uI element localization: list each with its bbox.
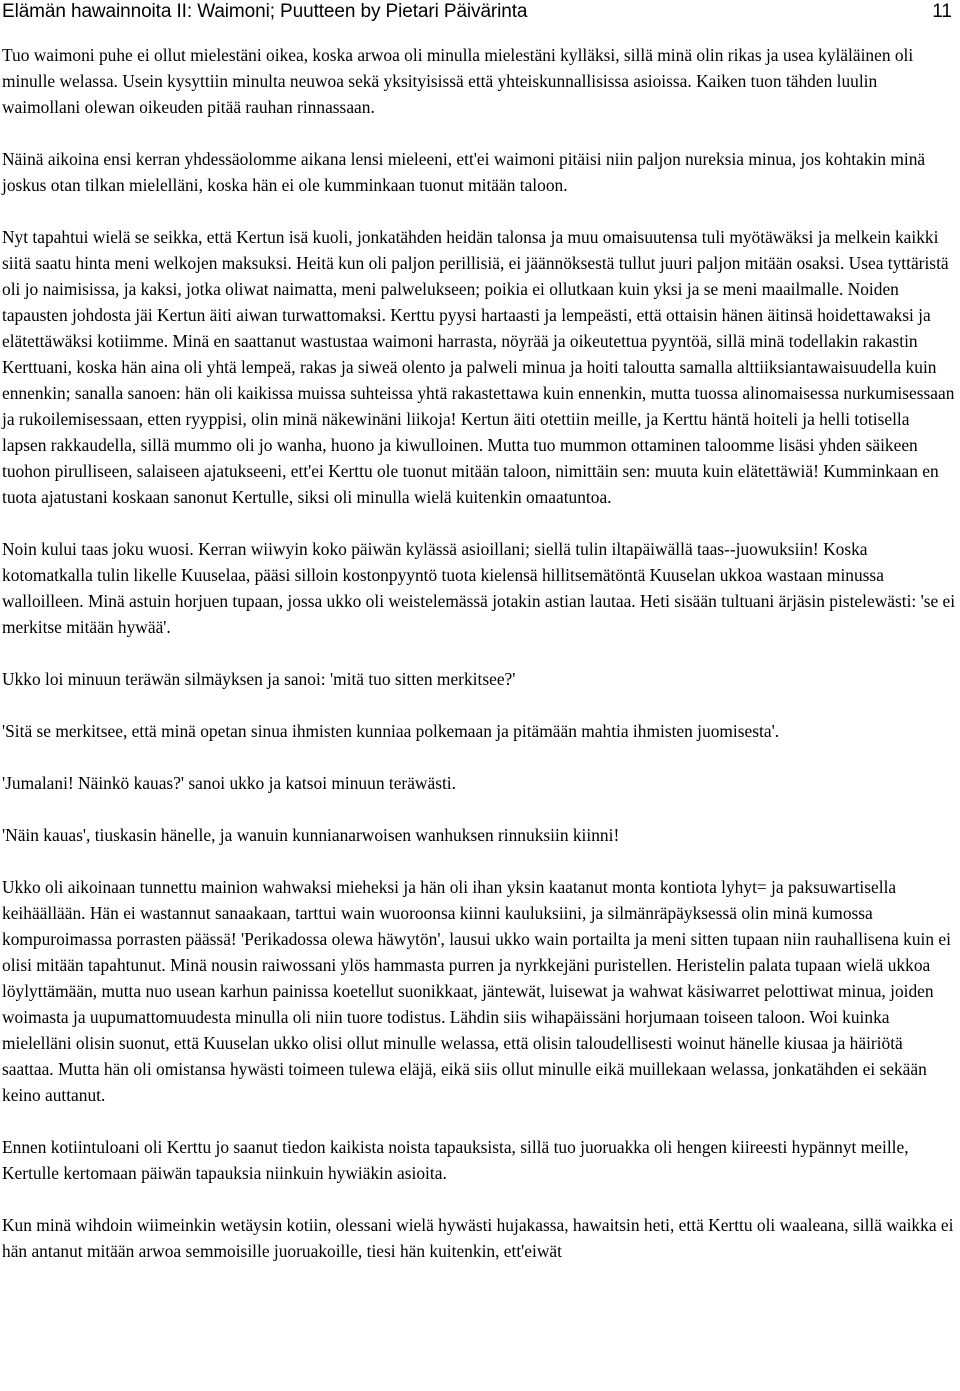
page-number: 11: [932, 1, 952, 22]
running-header: [2, 0, 954, 24]
paragraph: Kun minä wihdoin wiimeinkin wetäysin kotiin, olessani wielä hywästi hujakassa, hawaitsin heti, että Kerttu oli waaleana, sillä waikka ei hän antanut mitään arwoa semmoisille juoruakoille, tiesi hän kuitenkin, ett'eiwät: [2, 1215, 954, 1261]
paragraph: Näinä aikoina ensi kerran yhdessäolomme aikana lensi mieleeni, ett'ei waimoni pitäisi niin paljon nureksia minua, jos kohtakin minä joskus otan tilkan mielelläni, koska hän ei ole kumminkaan tuonut mitään taloon.: [2, 149, 926, 195]
paragraph: Nyt tapahtui wielä se seikka, että Kertun isä kuoli, jonkatähden heidän talonsa ja muu omaisuutensa tuli myötäwäksi ja melkein kaikki siitä saatu hinta meni welkojen maksuksi. Heitä kun oli paljon perillisiä, ei jäännöksestä tullut juuri paljon mitään osaksi. Usea tyttäristä oli jo naimisissa, ja kaksi, jotka oliwat naimatta, meni palwelukseen; poikia ei ollutkaan kuin yksi ja se meni maailmalle. Noiden tapausten johdosta jäi Kertun äiti aiwan turwattomaksi. Kerttu pyysi hartaasti ja lempeästi, että ottaisin hänen äitinsä hoidettawaksi ja elätettäwäksi kotiimme. Minä en saattanut wastustaa waimoni harrasta, nöyrää ja oikeutettua pyyntöä, sillä minä todellakin rakastin Kerttuani, koska hän aina oli yhtä lempeä, rakas ja siweä olento ja palweli minua ja hoiti taloutta samalla alttiiksiantawaisuudella kuin ennenkin; sanalla sanoen: hän oli kaikissa muissa suhteissa yhtä rakastettawa kuin ennenkin, mutta tuossa alinomaisessa nurkumisessaan ja rukoilemisessaan, etten ryyppisi, olin minä näkewinäni liikoja! Kertun äiti otettiin meille, ja Kerttu häntä hoiteli ja helli totisella lapsen rakkaudella, sillä mummo oli jo wanha, huono ja kiwulloinen. Mutta tuo mummon ottaminen taloomme lisäsi yhden säikeen tuohon pirulliseen, salaiseen ajatukseeni, ett'ei Kerttu ole tuonut mitään taloon, nimittäin sen: muuta kuin elätettäwiä! Kumminkaan en tuota ajatustani koskaan sanonut Kertulle, siksi oli minulla wielä kuitenkin omaatuntoa.: [2, 227, 955, 507]
paragraph: 'Sitä se merkitsee, että minä opetan sinua ihmisten kunniaa polkemaan ja pitämään mahtia ihmisten juomisesta'.: [2, 721, 780, 741]
paragraph: Ennen kotiintuloani oli Kerttu jo saanut tiedon kaikista noista tapauksista, sillä tuo juoruakka oli hengen kiireesti hypännyt meille, Kertulle kertomaan päiwän tapauksia niinkuin hywiäkin asioita.: [2, 1137, 909, 1183]
paragraph: Noin kului taas joku wuosi. Kerran wiiwyin koko päiwän kylässä asioillani; siellä tulin iltapäiwällä taas--juowuksiin! Koska kotomatkalla tulin likelle Kuuselaa, pääsi silloin kostonpyyntö tuota kielensä hillitsemätöntä Kuuselan ukkoa wastaan minussa walloilleen. Minä astuin horjuen tupaan, jossa ukko oli weistelemässä jotakin astian lautaa. Heti sisään tultuani ärjäsin pistelewästi: 'se ei merkitse mitään hywää'.: [2, 539, 956, 637]
paragraph: Tuo waimoni puhe ei ollut mielestäni oikea, koska arwoa oli minulla mielestäni kylläksi, sillä minä olin rikas ja usea kyläläinen oli minulle welassa. Usein kysyttiin minulta neuwoa sekä yksityisissä että yhteiskunnallisissa asioissa. Kaiken tuon tähden luulin waimollani olewan oikeuden pitää rauhan rinnassaan.: [2, 45, 914, 117]
paragraph: Ukko oli aikoinaan tunnettu mainion wahwaksi mieheksi ja hän oli ihan yksin kaatanut monta kontiota lyhyt= ja paksuwartisella keihäällään. Hän ei wastannut sanaakaan, tarttui wain wuoroonsa kiinni kauluksiini, ja silmänräpäyksessä olin minä kumossa kompuroimassa porrasten päässä! 'Perikadossa olewa häwytön', lausui ukko wain portailta ja meni sitten tupaan niin rauhallisena kuin ei olisi mitään tapahtunut. Minä nousin raiwossani ylös hammasta purren ja nyrkkejäni puristellen. Heristelin palata tupaan wielä ukkoa löylyttämään, mutta nuo usean karhun painissa koetellut suonikkaat, jäntewät, luisewat ja wahwat käsiwarret pelottiwat minua, joiden woimasta ja uupumattomuudesta minulla oli niin tuore todistus. Lähdin siis wihapäissäni horjumaan toiseen taloon. Woi kuinka mielelläni olisin suonut, että Kuuselan ukko olisi ollut minulle welassa, että olisin taloudellisesti woinut hänelle kiusaa ja häiriötä saattaa. Mutta hän oli omistansa hywästi toimeen tulewa eläjä, eikä siis ollut minulle eikä muillekaan welassa, jonkatähden ei sekään keino auttanut.: [2, 877, 951, 1105]
paragraph: Ukko loi minuun teräwän silmäyksen ja sanoi: 'mitä tuo sitten merkitsee?': [2, 669, 516, 689]
running-header-title: Elämän hawainnoita II: Waimoni; Puutteen by Pietari Päivärinta: [2, 1, 528, 22]
document-body: [2, 42, 957, 1290]
paragraph: 'Jumalani! Näinkö kauas?' sanoi ukko ja katsoi minuun teräwästi.: [2, 773, 456, 793]
paragraph: 'Näin kauas', tiuskasin hänelle, ja wanuin kunnianarwoisen wanhuksen rinnuksiin kiinni!: [2, 825, 620, 845]
